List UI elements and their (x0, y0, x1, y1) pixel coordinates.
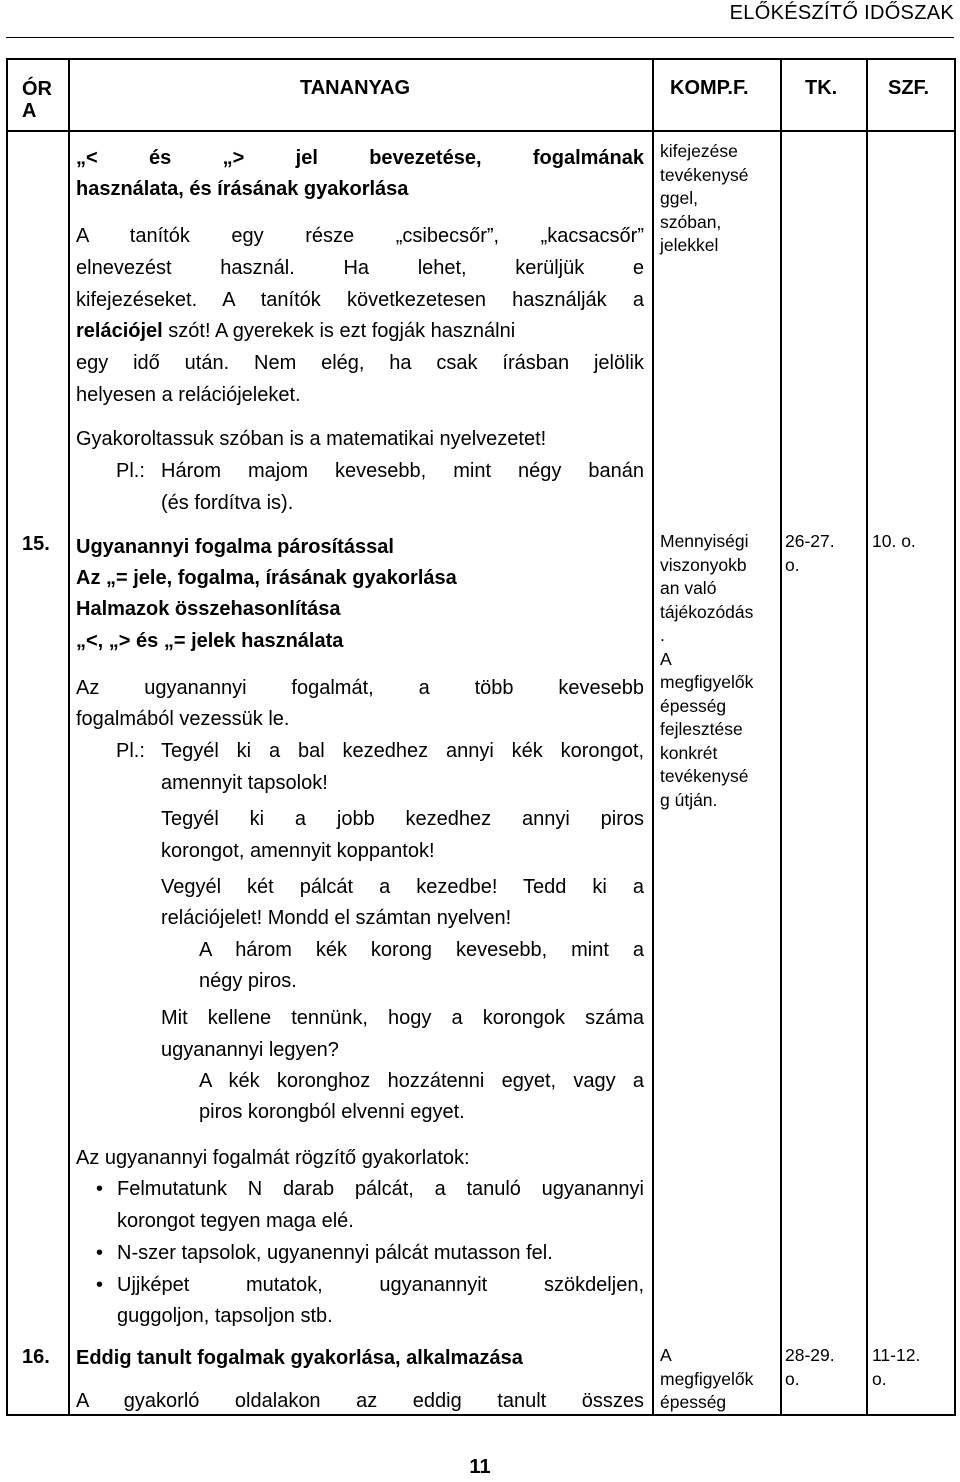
competence-text: A megfigyelők épesség (660, 1345, 754, 1412)
bullet-icon: • (96, 1274, 104, 1296)
lesson-number: 15. (22, 533, 50, 555)
example-label: Pl.: (116, 740, 145, 762)
running-header: ELŐKÉSZÍTŐ IDŐSZAK (729, 2, 954, 24)
example-line: relációjelet! Mondd el számtan nyelven! (161, 907, 512, 929)
paragraph-line: egy idő után. Nem elég, ha csak írásban jelölik (76, 352, 644, 374)
paragraph-line: kifejezéseket. A tanítók következetesen használják a (76, 289, 644, 311)
answer-line: négy piros. (199, 970, 297, 992)
column-divider (866, 60, 868, 1414)
example-line: korongot, amennyit koppantok! (161, 840, 435, 862)
example-line: Mit kellene tennünk, hogy a korongok száma (161, 1007, 644, 1029)
example-label: Pl.: (116, 460, 145, 482)
example-line: amennyit tapsolok! (161, 772, 328, 794)
example-line: ugyanannyi legyen? (161, 1039, 339, 1061)
paragraph-line: helyesen a relációjeleket. (76, 384, 301, 406)
paragraph-line: elnevezést használ. Ha lehet, kerüljük e (76, 257, 644, 279)
bullet-line: Felmutatunk N darab pálcát, a tanuló ugyanannyi (117, 1178, 644, 1200)
paragraph-line: Gyakoroltassuk szóban is a matematikai nyelvezetet! (76, 428, 547, 450)
section-title: Eddig tanult fogalmak gyakorlása, alkalmazása (76, 1347, 523, 1369)
column-divider (652, 60, 654, 1414)
paragraph-line: Az ugyanannyi fogalmát, a több kevesebb (76, 677, 644, 699)
competence-text: kifejezése tevékenysé ggel, szóban, jelekkel (660, 141, 749, 255)
example-line: (és fordítva is). (161, 492, 294, 514)
bullet-line: korongot tegyen maga elé. (117, 1210, 354, 1232)
bullet-line: Ujjképet mutatok, ugyanannyit szökdeljen, (117, 1274, 644, 1296)
section-title: „<, „> és „= jelek használata (76, 630, 344, 652)
answer-line: A három kék korong kevesebb, mint a (199, 939, 644, 961)
col-header-workbook: SZF. (888, 77, 930, 99)
lesson-number: 16. (22, 1346, 50, 1368)
header-rule (6, 37, 954, 38)
bullet-line: guggoljon, tapsoljon stb. (117, 1305, 333, 1327)
bullet-line: N-szer tapsolok, ugyanennyi pálcát mutasson fel. (117, 1242, 553, 1264)
section-title: „< és „> jel bevezetése, fogalmának (76, 147, 644, 169)
textbook-pages: 28-29. o. (785, 1345, 835, 1389)
paragraph-line: relációjel szót! A gyerekek is ezt fogják használni (76, 320, 516, 342)
workbook-pages: 11-12. o. (872, 1345, 921, 1389)
bullet-icon: • (96, 1178, 104, 1200)
answer-line: piros korongból elvenni egyet. (199, 1101, 465, 1123)
example-line: Tegyél ki a bal kezedhez annyi kék korongot, (161, 740, 644, 762)
section-title: Ugyanannyi fogalma párosítással (76, 536, 394, 558)
column-divider (780, 60, 782, 1414)
column-divider (68, 60, 70, 1414)
section-title: Halmazok összehasonlítása (76, 598, 341, 620)
header-divider (8, 130, 954, 132)
paragraph-line: fogalmából vezessük le. (76, 708, 290, 730)
col-header-competence: KOMP.F. (670, 77, 749, 99)
section-title: Az „= jele, fogalma, írásának gyakorlása (76, 567, 457, 589)
bullet-icon: • (96, 1242, 104, 1264)
col-header-hour: ÓR A (22, 78, 52, 122)
col-header-textbook: TK. (805, 77, 838, 99)
example-line: Tegyél ki a jobb kezedhez annyi piros (161, 808, 644, 830)
example-line: Vegyél két pálcát a kezedbe! Tedd ki a (161, 876, 644, 898)
paragraph-line: A gyakorló oldalakon az eddig tanult összes (76, 1390, 644, 1412)
competence-text: Mennyiségi viszonyokb an való tájékozódás . A megfigyelők épesség fejlesztése konkrét tevékenysé g útján. (660, 531, 754, 810)
col-header-content: TANANYAG (300, 77, 411, 99)
textbook-pages: 26-27. o. (785, 531, 835, 575)
answer-line: A kék koronghoz hozzátenni egyet, vagy a (199, 1070, 644, 1092)
example-line: Három majom kevesebb, mint négy banán (161, 460, 644, 482)
paragraph-line: A tanítók egy része „csibecsőr”, „kacsacsőr” (76, 225, 644, 247)
section-title: használata, és írásának gyakorlása (76, 178, 409, 200)
workbook-pages: 10. o. (872, 531, 916, 551)
page-number: 11 (469, 1456, 491, 1478)
practice-title: Az ugyanannyi fogalmát rögzítő gyakorlatok: (76, 1147, 470, 1169)
